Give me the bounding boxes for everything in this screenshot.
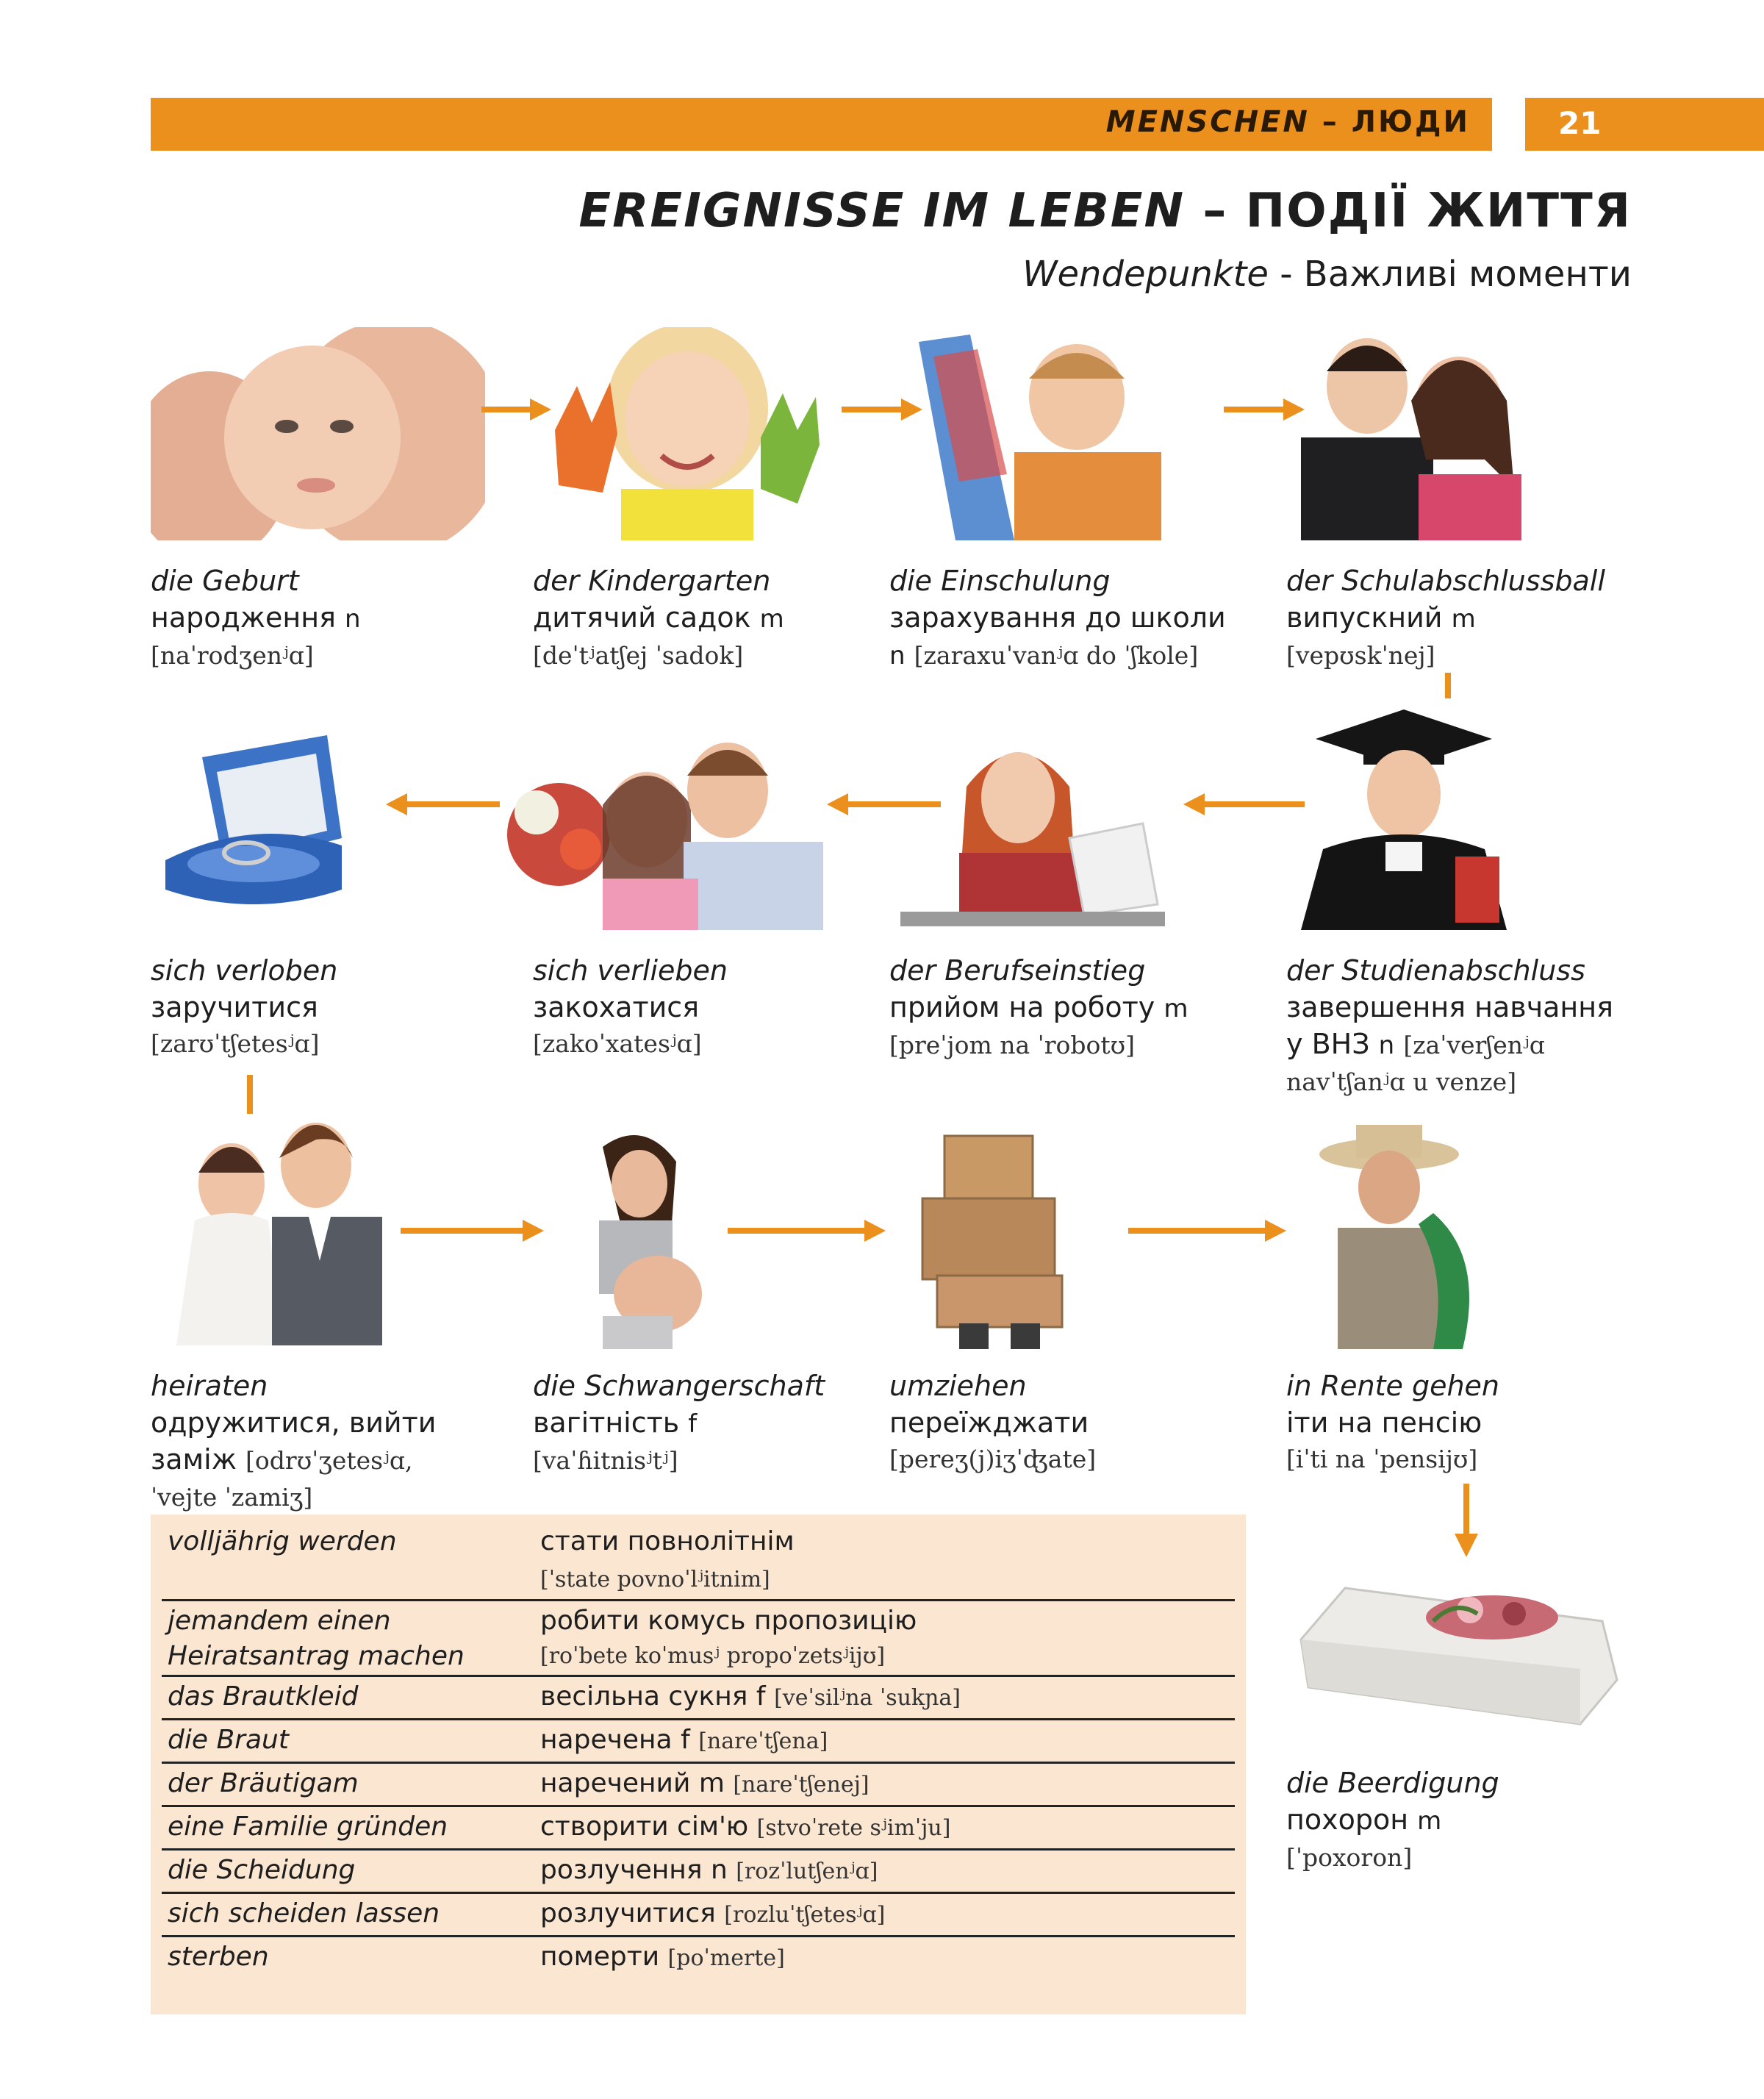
event-caption: heiraten одружитися, вийти заміж [odrʊˈʒetesʲɑ, ˈvejte ˈzamiʒ] — [151, 1370, 437, 1512]
photo-coffin — [1294, 1559, 1624, 1739]
arrow-right-icon — [842, 397, 922, 422]
section-title: MENSCHEN – ЛЮДИ — [1105, 105, 1470, 139]
table-row: der Bräutigam наречений m [nareˈtʃenej] — [162, 1764, 1235, 1807]
page-title: EREIGNISSE IM LEBEN – ПОДІЇ ЖИТТЯ — [578, 184, 1632, 238]
arrow-right-icon — [728, 1218, 886, 1243]
table-row: volljährig werden стати повнолітнім [ˈstate povnoˈlʲitnim] — [162, 1522, 1235, 1601]
arrow-left-icon — [386, 792, 500, 817]
event-caption: die Geburt народження n [naˈrodʒenʲɑ] — [151, 565, 361, 670]
event-caption: der Schulabschlussball випускний m [vepʊskˈnej] — [1286, 565, 1605, 670]
page-number: 21 — [1558, 105, 1602, 141]
table-row: das Brautkleid весільна сукня f [veˈsilʲna ˈsukɲa] — [162, 1677, 1235, 1720]
arrow-right-icon — [1128, 1218, 1286, 1243]
event-caption: umziehen переїжджати [pereʒ(j)iʒˈʤate] — [889, 1370, 1097, 1473]
table-row: sterben померти [poˈmerte] — [168, 1942, 785, 1972]
section-header-bar — [151, 98, 1492, 151]
photo-retired-man — [1308, 1118, 1499, 1349]
arrow-right-icon — [1224, 397, 1305, 422]
event-caption: der Studienabschluss завершення навчання у ВНЗ n [zaˈverʃenʲɑ navˈtʃanʲɑ u venze] — [1286, 954, 1613, 1096]
photo-wedding-couple — [176, 1114, 386, 1345]
photo-graduate — [1286, 698, 1514, 930]
event-caption: sich verloben заручитися [zarʊˈtʃetesʲɑ] — [151, 954, 338, 1058]
photo-job-start-woman — [900, 728, 1165, 926]
photo-school-cone-boy — [889, 327, 1220, 540]
photo-moving-boxes — [915, 1129, 1077, 1349]
photo-kindergarten-child — [540, 327, 827, 540]
event-caption: der Berufseinstieg прийом на роботу m [preˈjom na ˈrobotʊ] — [889, 954, 1188, 1059]
arrow-left-icon — [1183, 792, 1305, 817]
photo-newborn-baby — [151, 327, 485, 540]
event-caption: die Schwangerschaft вагітність f [vaˈɦitnisʲtʲ] — [533, 1370, 825, 1475]
vocab-table — [151, 1515, 1246, 2014]
event-caption: sich verlieben закохатися [zakoˈxatesʲɑ] — [533, 954, 728, 1058]
table-row: sich scheiden lassen розлучитися [rozluˈtʃetesʲɑ] — [162, 1894, 1235, 1937]
photo-pregnant-woman — [559, 1132, 713, 1349]
arrow-down-icon — [1452, 1484, 1481, 1557]
event-caption: die Beerdigung похорон m [ˈpoxoron] — [1286, 1767, 1499, 1872]
event-caption: die Einschulung зарахування до школи n [zaraxuˈvanʲɑ do ˈʃkole] — [889, 565, 1226, 671]
photo-prom-couple — [1286, 327, 1529, 540]
photo-engagement-ring — [158, 728, 360, 926]
table-row: eine Familie gründen створити сім'ю [stvoˈrete sʲimˈju] — [162, 1807, 1235, 1851]
arrow-right-icon — [481, 397, 551, 422]
table-row: die Braut наречена f [nareˈtʃena] — [162, 1720, 1235, 1764]
event-caption: in Rente gehen іти на пенсію [iˈti na ˈpensijʊ] — [1286, 1370, 1499, 1473]
arrow-right-icon — [401, 1218, 544, 1243]
photo-couple-in-love — [507, 724, 834, 930]
event-caption: der Kindergarten дитячий садок m [deˈtʲatʃej ˈsadok] — [533, 565, 784, 670]
table-row: die Scheidung розлучення n [rozˈlutʃenʲɑ] — [162, 1851, 1235, 1894]
table-row: jemandem einen Heiratsantrag machen робити комусь пропозицію [roˈbete koˈmusʲ propoˈzetsʲijʊ] — [162, 1601, 1235, 1677]
page-number-box — [1525, 98, 1764, 151]
page-subtitle: Wendepunkte - Важливі моменти — [1022, 254, 1632, 295]
arrow-left-icon — [827, 792, 941, 817]
